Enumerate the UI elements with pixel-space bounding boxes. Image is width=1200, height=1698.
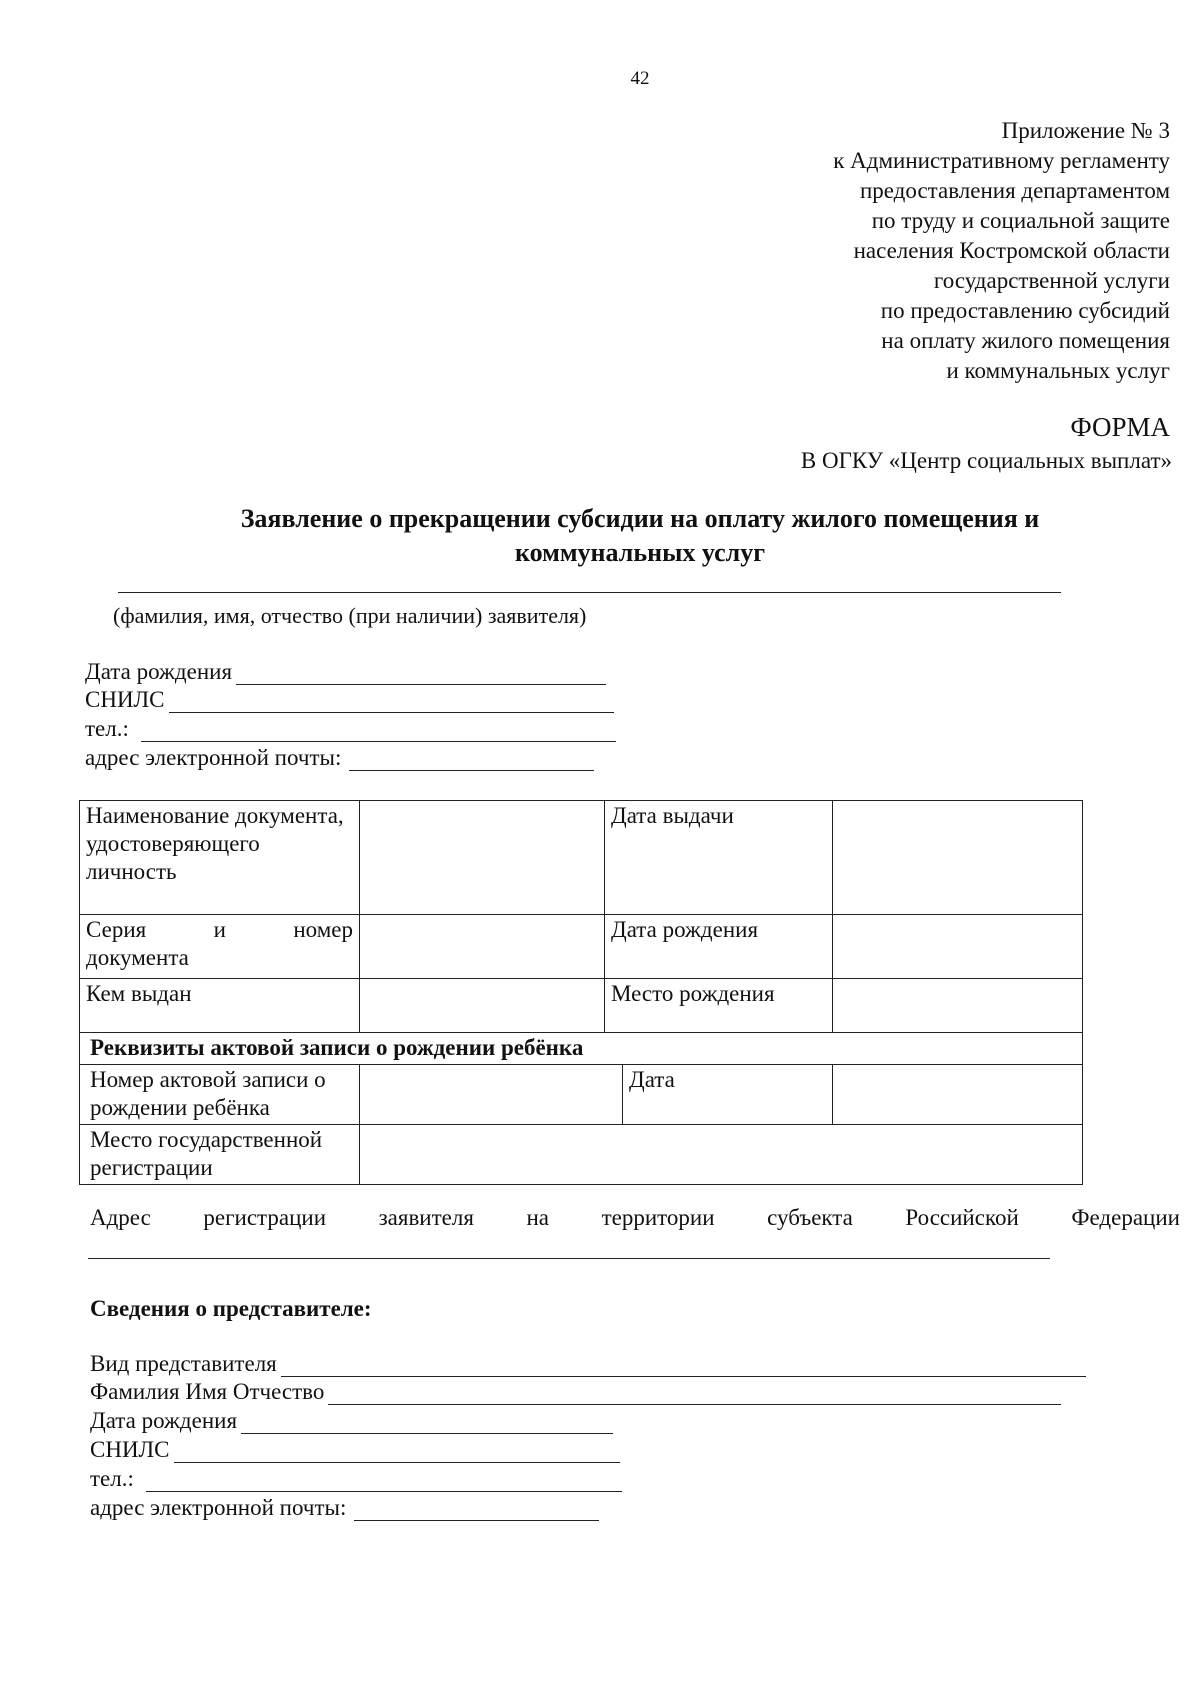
registration-address-field[interactable] <box>88 1258 1050 1259</box>
series-number-label <box>80 915 360 979</box>
record-date-label: Дата <box>623 1065 833 1125</box>
appendix-line: и коммунальных услуг <box>946 358 1170 383</box>
registration-place-value[interactable] <box>360 1125 1083 1185</box>
appendix-line: по труду и социальной защите <box>871 208 1170 233</box>
rep-birth-date-row <box>90 1408 613 1434</box>
email-label: адрес электронной почты: <box>85 745 342 770</box>
birth-date-field[interactable] <box>236 662 606 685</box>
rep-birth-date-label: Дата рождения <box>90 1408 238 1433</box>
appendix-line: населения Костромской области <box>853 238 1170 263</box>
page-number: 42 <box>630 68 650 89</box>
address-word: заявителя <box>378 1205 474 1230</box>
series-label-a: Серия <box>86 917 147 942</box>
table-row <box>80 979 1083 1033</box>
birth-place-label: Место рождения <box>605 979 833 1033</box>
address-word: Российской <box>905 1205 1019 1230</box>
address-word: на <box>526 1205 550 1230</box>
rep-full-name-label: Фамилия Имя Отчество <box>90 1379 325 1404</box>
applicant-email-row <box>85 745 594 771</box>
doc-name-value[interactable] <box>360 801 605 915</box>
rep-snils-row <box>90 1437 620 1463</box>
recipient: В ОГКУ «Центр социальных выплат» <box>800 448 1172 473</box>
email-field[interactable] <box>349 748 594 771</box>
appendix-line: государственной услуги <box>933 268 1170 293</box>
phone-label: тел.: <box>85 716 129 741</box>
table-row <box>80 1125 1083 1185</box>
appendix-line: по предоставлению субсидий <box>880 298 1170 323</box>
issued-by-value[interactable] <box>360 979 605 1033</box>
address-word: Федерации <box>1071 1205 1180 1230</box>
address-word: территории <box>601 1205 715 1230</box>
series-number-value[interactable] <box>360 915 605 979</box>
applicant-phone-row <box>85 716 616 742</box>
address-word: субъекта <box>767 1205 853 1230</box>
rep-email-label: адрес электронной почты: <box>90 1495 347 1520</box>
issue-date-label: Дата выдачи <box>605 801 833 915</box>
appendix-line: к Административному регламенту <box>833 148 1170 173</box>
applicant-name-caption: (фамилия, имя, отчество (при наличии) заявителя) <box>113 603 587 628</box>
table-row <box>80 1065 1083 1125</box>
birth-date-label: Дата рождения <box>85 659 233 684</box>
applicant-name-field[interactable] <box>118 592 1061 593</box>
applicant-birth-date-row <box>85 659 606 685</box>
series-label-b: и <box>213 917 226 942</box>
birth-date-value[interactable] <box>833 915 1083 979</box>
birth-place-value[interactable] <box>833 979 1083 1033</box>
issued-by-label: Кем выдан <box>80 979 360 1033</box>
registration-place-label: Место государственной регистрации <box>80 1125 360 1185</box>
title-line-2: коммунальных услуг <box>514 538 766 567</box>
appendix-line: Приложение № 3 <box>1001 118 1170 143</box>
rep-snils-label: СНИЛС <box>90 1437 170 1462</box>
rep-phone-label: тел.: <box>90 1466 134 1491</box>
appendix-line: на оплату жилого помещения <box>881 328 1170 353</box>
birth-date-label: Дата рождения <box>605 915 833 979</box>
rep-snils-field[interactable] <box>174 1440 620 1463</box>
rep-type-label: Вид представителя <box>90 1351 277 1376</box>
rep-type-field[interactable] <box>281 1354 1086 1377</box>
table-row <box>80 801 1083 915</box>
phone-field[interactable] <box>141 719 616 742</box>
birth-record-header: Реквизиты актовой записи о рождении ребёнка <box>80 1033 1083 1065</box>
applicant-snils-row <box>85 687 614 713</box>
issue-date-value[interactable] <box>833 801 1083 915</box>
rep-phone-row <box>90 1466 622 1492</box>
rep-email-row <box>90 1495 599 1521</box>
document-title <box>140 502 1140 570</box>
table-row <box>80 915 1083 979</box>
registration-address-label <box>90 1205 1180 1231</box>
rep-phone-field[interactable] <box>146 1469 622 1492</box>
representative-section-title: Сведения о представителе: <box>90 1296 372 1321</box>
record-number-label: Номер актовой записи о рождении ребёнка <box>80 1065 360 1125</box>
form-label: ФОРМА <box>1070 412 1170 442</box>
snils-field[interactable] <box>169 690 614 713</box>
record-number-value[interactable] <box>360 1065 623 1125</box>
series-label-d: документа <box>86 945 189 970</box>
rep-email-field[interactable] <box>354 1498 599 1521</box>
doc-name-label: Наименование документа, удостоверяющего личность <box>80 801 360 915</box>
rep-birth-date-field[interactable] <box>241 1411 613 1434</box>
rep-full-name-row <box>90 1379 1061 1405</box>
table-row <box>80 1033 1083 1065</box>
appendix-header <box>833 116 1170 386</box>
rep-full-name-field[interactable] <box>328 1382 1061 1405</box>
address-word: Адрес <box>90 1205 151 1230</box>
appendix-line: предоставления департаментом <box>859 178 1170 203</box>
address-word: регистрации <box>203 1205 327 1230</box>
record-date-value[interactable] <box>833 1065 1083 1125</box>
series-label-c: номер <box>293 917 353 942</box>
rep-type-row <box>90 1351 1086 1377</box>
title-line-1: Заявление о прекращении субсидии на оплату жилого помещения и <box>240 504 1040 533</box>
snils-label: СНИЛС <box>85 687 165 712</box>
identity-document-table <box>79 800 1083 1185</box>
